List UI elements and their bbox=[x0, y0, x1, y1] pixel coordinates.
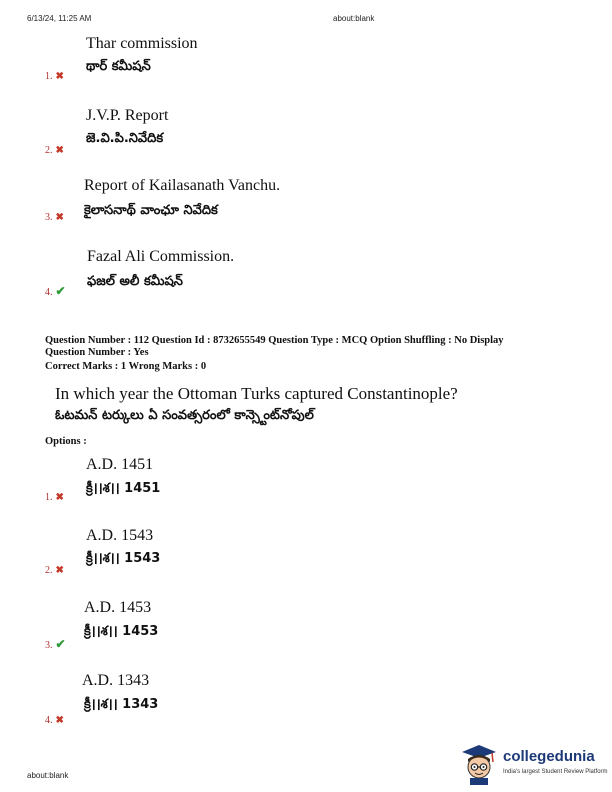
question-meta-line2: Question Number : Yes bbox=[45, 347, 149, 358]
print-url: about:blank bbox=[333, 14, 375, 23]
option-text-en: A.D. 1343 bbox=[82, 672, 150, 689]
question-text-te: ఓటమన్ టర్కులు ఏ సంవత్సరంలో కాన్స్టెంట్‌నోపుల్ bbox=[55, 408, 314, 423]
cross-icon: ✖ bbox=[55, 715, 64, 726]
cross-icon: ✖ bbox=[55, 145, 64, 156]
option-number: 1. ✖ bbox=[45, 492, 64, 503]
mascot-icon bbox=[459, 743, 499, 785]
option-number: 4. ✔ bbox=[45, 284, 66, 298]
option-text-en: Report of Kailasanath Vanchu. bbox=[84, 177, 281, 194]
option-text-en: J.V.P. Report bbox=[86, 107, 169, 124]
option-text-te: క్రీ।।శ।। 1343 bbox=[84, 697, 159, 712]
check-icon: ✔ bbox=[55, 637, 66, 651]
option-text-te: క్రీ।।శ।। 1451 bbox=[86, 481, 161, 496]
print-datetime: 6/13/24, 11:25 AM bbox=[27, 14, 92, 23]
option-number: 4. ✖ bbox=[45, 715, 64, 726]
footer-url: about:blank bbox=[27, 771, 69, 780]
collegedunia-logo bbox=[459, 743, 609, 785]
option-text-en: Thar commission bbox=[86, 35, 198, 52]
cross-icon: ✖ bbox=[55, 212, 64, 223]
question-marks: Correct Marks : 1 Wrong Marks : 0 bbox=[45, 361, 207, 372]
option-text-te: క్రీ।।శ।। 1543 bbox=[86, 551, 161, 566]
option-number: 2. ✖ bbox=[45, 565, 64, 576]
cross-icon: ✖ bbox=[55, 492, 64, 503]
option-text-en: A.D. 1543 bbox=[86, 527, 154, 544]
logo-tagline: India's largest Student Review Platform bbox=[503, 769, 608, 775]
option-number: 2. ✖ bbox=[45, 145, 64, 156]
option-text-te: ఫజల్ అలీ కమీషన్ bbox=[87, 274, 183, 289]
option-text-te: క్రీ।।శ।। 1453 bbox=[84, 624, 159, 639]
option-number: 1. ✖ bbox=[45, 71, 64, 82]
options-label: Options : bbox=[45, 436, 87, 447]
option-text-te: కైలాసనాథ్ వాంఛూ నివేదిక bbox=[84, 203, 218, 218]
cross-icon: ✖ bbox=[55, 71, 64, 82]
option-text-te: జె.వి.పి.నివేదిక bbox=[86, 131, 164, 146]
option-number: 3. ✖ bbox=[45, 212, 64, 223]
option-text-en: A.D. 1453 bbox=[84, 599, 152, 616]
option-text-te: థార్ కమీషన్ bbox=[86, 59, 151, 74]
option-text-en: Fazal Ali Commission. bbox=[87, 248, 235, 265]
cross-icon: ✖ bbox=[55, 565, 64, 576]
question-meta-line1: Question Number : 112 Question Id : 8732655549 Question Type : MCQ Option Shuffling : No Display bbox=[45, 335, 504, 346]
question-text-en: In which year the Ottoman Turks captured Constantinople? bbox=[55, 384, 458, 403]
check-icon: ✔ bbox=[55, 284, 66, 298]
option-number: 3. ✔ bbox=[45, 637, 66, 651]
logo-brand: collegedunia bbox=[503, 748, 595, 765]
option-text-en: A.D. 1451 bbox=[86, 456, 154, 473]
